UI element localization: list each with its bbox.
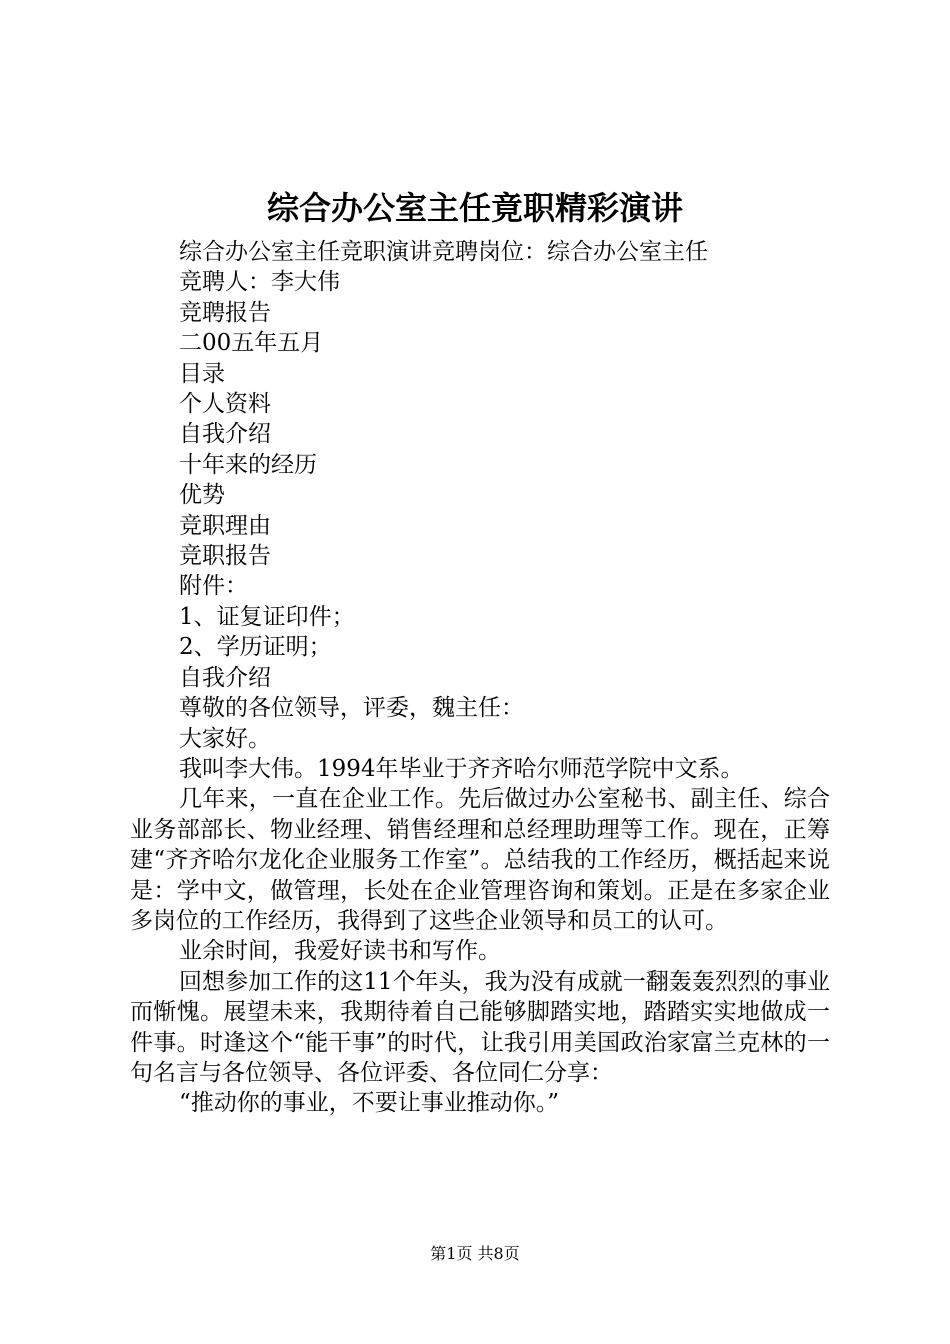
text-line: 十年来的经历 bbox=[179, 451, 317, 478]
text-line: 尊敬的各位领导，评委，魏主任： bbox=[179, 695, 524, 722]
text-line: 综合办公室主任竞职演讲竞聘岗位：综合办公室主任 bbox=[179, 239, 708, 265]
document-body bbox=[130, 237, 830, 1119]
text-line: 1、证复证印件； bbox=[179, 603, 355, 630]
body-paragraph: 几年来，一直在企业工作。先后做过办公室秘书、副主任、综合业务部部长、物业经理、销售经理和总经理助理等工作。现在，正筹建“齐齐哈尔龙化企业服务工作室”。总结我的工作经历，概括起来说是：学中文，做管理，长处在企业管理咨询和策划。正是在多家企业多岗位的工作经历，我得到了这些企业领导和员工的认可。 bbox=[130, 786, 830, 934]
text-line: 大家好。 bbox=[179, 725, 271, 752]
document-title: 综合办公室主任竟职精彩演讲 bbox=[266, 189, 683, 227]
text-line: 自我介绍 bbox=[179, 421, 271, 448]
text-line: 竞聘报告 bbox=[179, 299, 271, 326]
body-paragraph: 我叫李大伟。1994年毕业于齐齐哈尔师范学院中文系。 bbox=[179, 755, 744, 782]
page-footer: 第1页 共8页 bbox=[430, 1244, 520, 1263]
text-line: 二00五年五月 bbox=[179, 330, 324, 357]
text-line: 竞职理由 bbox=[179, 512, 271, 539]
text-line: 2、学历证明； bbox=[179, 634, 332, 661]
body-paragraph: “推动你的事业，不要让事业推动你。” bbox=[179, 1090, 560, 1117]
body-paragraph: 业余时间，我爱好读书和写作。 bbox=[179, 938, 501, 965]
body-paragraph: 回想参加工作的这11个年头，我为没有成就一翻轰轰烈烈的事业而惭愧。展望未来，我期待着自己能够脚踏实地，踏踏实实地做成一件事。时逢这个“能干事”的时代，让我引用美国政治家富兰克林的一句名言与各位领导、各位评委、各位同仁分享： bbox=[130, 968, 830, 1086]
text-line: 目录 bbox=[179, 360, 225, 387]
text-line: 竞职报告 bbox=[179, 543, 271, 570]
text-line: 附件： bbox=[179, 573, 248, 600]
text-line: 竞聘人：李大伟 bbox=[179, 269, 340, 296]
text-line: 个人资料 bbox=[179, 391, 271, 418]
text-line: 优势 bbox=[179, 482, 225, 509]
text-line: 自我介绍 bbox=[179, 664, 271, 691]
